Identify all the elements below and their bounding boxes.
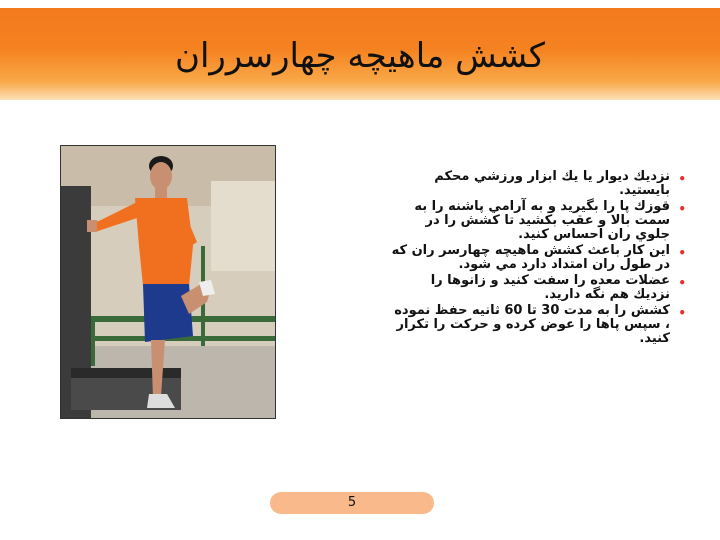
bullet-dot-icon: • [678,202,686,216]
bullet-item: • قوزك پا را بگيريد و به آرامي پاشنه را به سمت بالا و عقب بكشيد تا كشش را در جلوي ران احساس كنيد. [414,199,686,242]
bullet-dot-icon: • [678,276,686,290]
bullet-item: • عضلات معده را سفت كنيد و زانوها را نزديك هم نگه داريد. [430,273,686,302]
bullet-item: • كشش را به مدت 30 تا 60 ثانيه حفظ نموده ، سپس پاها را عوض كرده و حركت را تكرار كنيد. [394,303,686,346]
bullet-dot-icon: • [678,306,686,320]
bullet-dot-icon: • [678,246,686,260]
bullet-item: • نزديك ديوار يا يك ابزار ورزشي محكم بايستيد. [434,169,686,198]
page-number: 5 [270,492,434,514]
stretch-photo [60,145,276,419]
man-stretching-illustration [61,146,275,418]
bullet-list [390,170,690,348]
bullet-dot-icon: • [678,172,686,186]
slide-title: كشش ماهيچه چهارسرران [175,36,545,76]
bullet-item: • اين كار باعث كشش ماهيچه چهارسر ران كه در طول ران امتداد دارد مي شود. [391,243,686,272]
